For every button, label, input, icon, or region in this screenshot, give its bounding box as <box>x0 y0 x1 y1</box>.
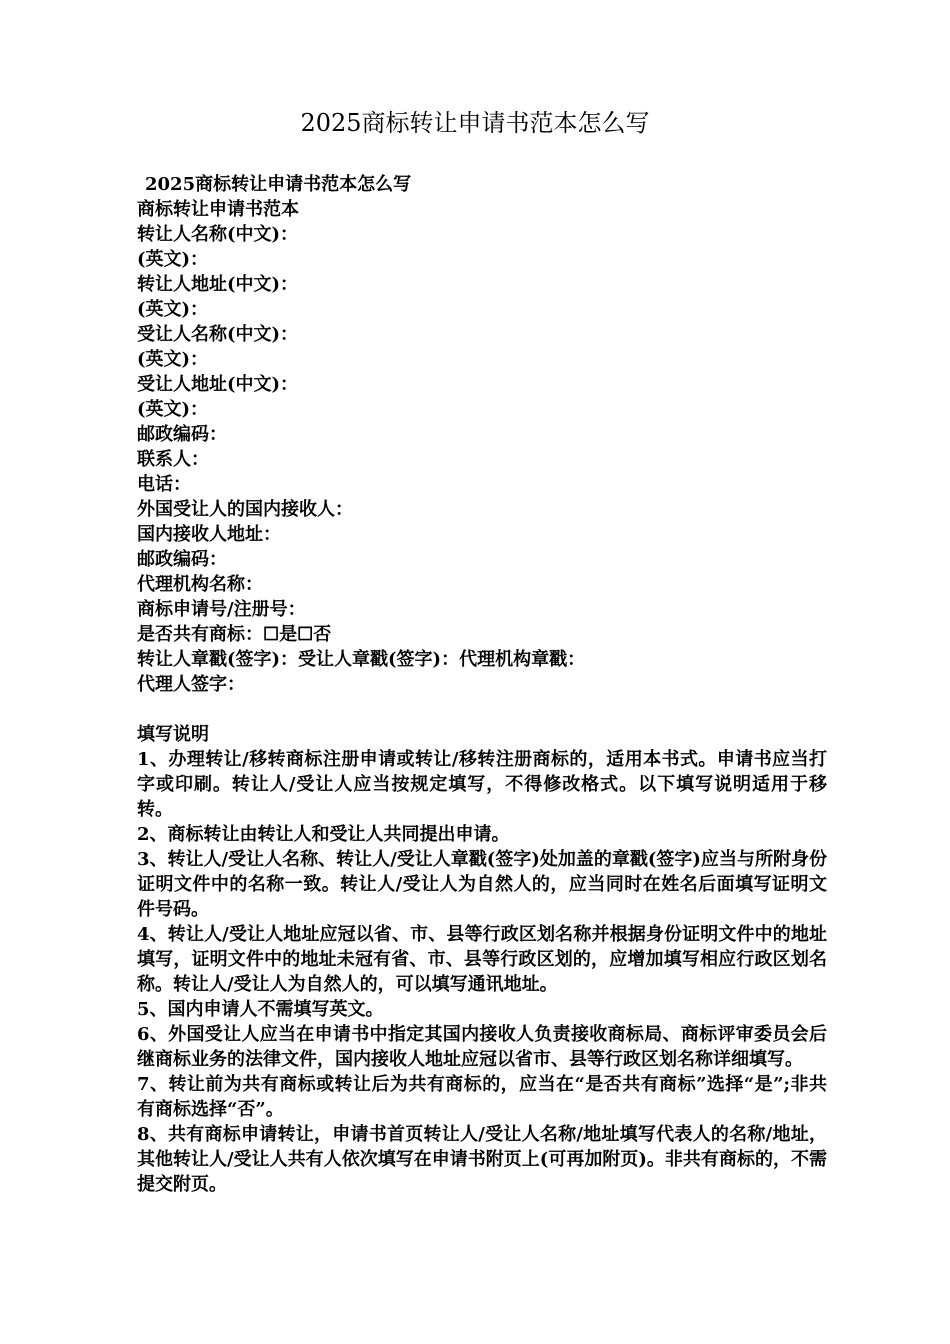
form-field-transferor-address-cn: 转让人地址(中文)： <box>137 274 299 295</box>
form-field-application-number: 商标申请号/注册号： <box>137 599 306 620</box>
form-field-transferee-name-en: (英文)： <box>137 349 209 370</box>
form-field-transferor-address-en: (英文)： <box>137 299 209 320</box>
instructions-heading: 填写说明 <box>137 724 209 745</box>
form-field-seals: 转让人章戳(签字)：受让人章戳(签字)：代理机构章戳： <box>137 649 586 670</box>
form-field-transferee-address-cn: 受让人地址(中文)： <box>137 374 299 395</box>
instruction-item: 1、办理转让/移转商标注册申请或转让/移转注册商标的，适用本书式。申请书应当打字或印刷。转让人/受让人应当按规定填写，不得修改格式。以下填写说明适用于移转。 <box>137 749 827 820</box>
instruction-item: 2、商标转让由转让人和受让人共同提出申请。 <box>137 824 510 845</box>
form-field-domestic-recipient: 外国受让人的国内接收人： <box>137 499 353 520</box>
form-field-transferee-name-cn: 受让人名称(中文)： <box>137 324 299 345</box>
form-field-transferor-name-en: (英文)： <box>137 249 209 270</box>
form-field-transferor-name-cn: 转让人名称(中文)： <box>137 224 299 245</box>
instruction-item: 6、外国受让人应当在申请书中指定其国内接收人负责接收商标局、商标评审委员会后继商标业务的法律文件，国内接收人地址应冠以省市、县等行政区划名称详细填写。 <box>137 1024 827 1070</box>
form-field-postal-code: 邮政编码： <box>137 424 227 445</box>
form-field-joint-trademark: 是否共有商标：☐是☐否 <box>137 624 332 645</box>
document-body <box>137 172 827 1197</box>
spacer <box>137 697 827 722</box>
form-subtitle: 2025商标转让申请书范本怎么写 <box>145 174 412 195</box>
instruction-item: 5、国内申请人不需填写英文。 <box>137 999 384 1020</box>
form-field-phone: 电话： <box>137 474 191 495</box>
form-field-transferee-address-en: (英文)： <box>137 399 209 420</box>
instruction-item: 7、转让前为共有商标或转让后为共有商标的，应当在“是否共有商标”选择“是”;非共有商标选择“否”。 <box>137 1074 827 1120</box>
form-field-agent-signature: 代理人签字： <box>137 674 245 695</box>
instruction-item: 8、共有商标申请转让，申请书首页转让人/受让人名称/地址填写代表人的名称/地址，其他转让人/受让人共有人依次填写在申请书附页上(可再加附页)。非共有商标的，不需提交附页。 <box>137 1124 827 1195</box>
form-field-postal-code-2: 邮政编码： <box>137 549 227 570</box>
instruction-item: 3、转让人/受让人名称、转让人/受让人章戳(签字)处加盖的章戳(签字)应当与所附身份证明文件中的名称一致。转让人/受让人为自然人的，应当同时在姓名后面填写证明文件号码。 <box>137 849 827 920</box>
form-field-recipient-address: 国内接收人地址： <box>137 524 281 545</box>
form-field-contact-person: 联系人： <box>137 449 209 470</box>
form-field-agency-name: 代理机构名称： <box>137 574 263 595</box>
instruction-item: 4、转让人/受让人地址应冠以省、市、县等行政区划名称并根据身份证明文件中的地址填写，证明文件中的地址未冠有省、市、县等行政区划的，应增加填写相应行政区划名称。转让人/受让人为自然人的，可以填写通讯地址。 <box>137 924 827 995</box>
document-title: 2025商标转让申请书范本怎么写 <box>300 109 650 137</box>
form-heading: 商标转让申请书范本 <box>137 199 299 220</box>
